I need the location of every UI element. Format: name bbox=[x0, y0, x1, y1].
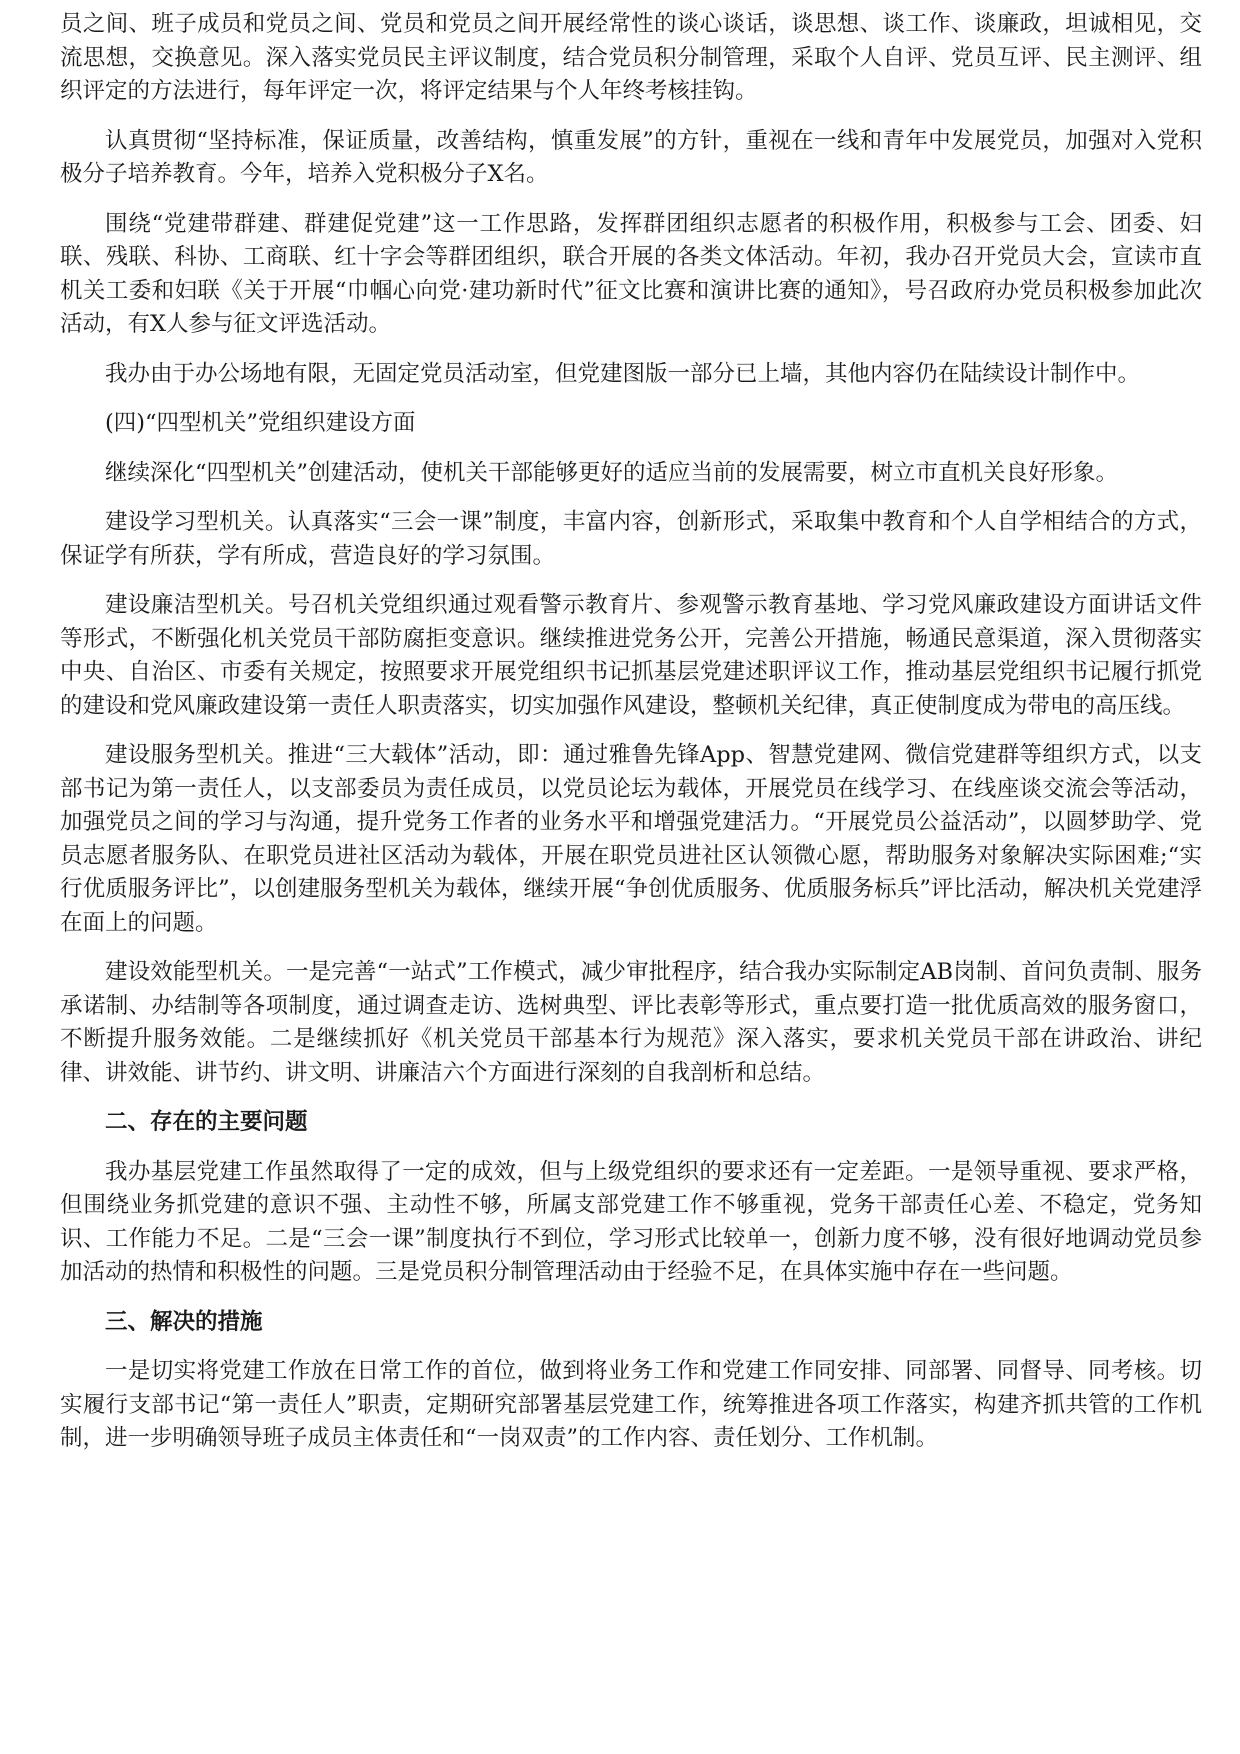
paragraph-main-problems: 我办基层党建工作虽然取得了一定的成效，但与上级党组织的要求还有一定差距。一是领导重视、要求严格，但围绕业务抓党建的意识不强、主动性不够，所属支部党建工作不够重视，党务干部责任心差、不稳定，党务知识、工作能力不足。二是“三会一课”制度执行不到位，学习形式比较单一，创新力度不够，没有很好地调动党员参加活动的热情和积极性的问题。三是党员积分制管理活动由于经验不足，在具体实施中存在一些问题。 bbox=[60, 1158, 1202, 1285]
document-page bbox=[60, 8, 1202, 1472]
paragraph-solutions: 一是切实将党建工作放在日常工作的首位，做到将业务工作和党建工作同安排、同部署、同督导、同考核。切实履行支部书记“第一责任人”职责，定期研究部署基层党建工作，统筹推进各项工作落实，构建齐抓共管的工作机制，进一步明确领导班子成员主体责任和“一岗双责”的工作内容、责任划分、工作机制。 bbox=[60, 1358, 1202, 1451]
paragraph-learning-organ: 建设学习型机关。认真落实“三会一课”制度，丰富内容，创新形式，采取集中教育和个人自学相结合的方式，保证学有所获，学有所成，营造良好的学习氛围。 bbox=[60, 509, 1202, 569]
paragraph-service-organ: 建设服务型机关。推进“三大载体”活动，即：通过雅鲁先锋App、智慧党建网、微信党建群等组织方式，以支部书记为第一责任人，以支部委员为责任成员，以党员论坛为载体，开展党员在线学习、在线座谈交流会等活动，加强党员之间的学习与沟通，提升党务工作者的业务水平和增强党建活力。“开展党员公益活动”，以圆梦助学、党员志愿者服务队、在职党员进社区活动为载体，开展在职党员进社区认领微心愿，帮助服务对象解决实际困难;“实行优质服务评比”，以创建服务型机关为载体，继续开展“争创优质服务、优质服务标兵”评比活动，解决机关党建浮在面上的问题。 bbox=[60, 742, 1202, 936]
paragraph-clean-organ: 建设廉洁型机关。号召机关党组织通过观看警示教育片、参观警示教育基地、学习党风廉政建设方面讲话文件等形式，不断强化机关党员干部防腐拒变意识。继续推进党务公开，完善公开措施，畅通民意渠道，深入贯彻落实中央、自治区、市委有关规定，按照要求开展党组织书记抓基层党建述职评议工作，推动基层党组织书记履行抓党的建设和党风廉政建设第一责任人职责落实，切实加强作风建设，整顿机关纪律，真正使制度成为带电的高压线。 bbox=[60, 592, 1202, 719]
paragraph-mass-organizations: 围绕“党建带群建、群建促党建”这一工作思路，发挥群团组织志愿者的积极作用，积极参与工会、团委、妇联、残联、科协、工商联、红十字会等群团组织，联合开展的各类文体活动。年初，我办召开党员大会，宣读市直机关工委和妇联《关于开展“巾帼心向党·建功新时代”征文比赛和演讲比赛的通知》，号召政府办党员积极参加此次活动，有X人参与征文评选活动。 bbox=[60, 210, 1202, 337]
paragraph-efficiency-organ: 建设效能型机关。一是完善“一站式”工作模式，减少审批程序，结合我办实际制定AB岗制、首问负责制、服务承诺制、办结制等各项制度，通过调查走访、选树典型、评比表彰等形式，重点要打造一批优质高效的服务窗口，不断提升服务效能。二是继续抓好《机关党员干部基本行为规范》深入落实，要求机关党员干部在讲政治、讲纪律、讲效能、讲节约、讲文明、讲廉洁六个方面进行深刻的自我剖析和总结。 bbox=[60, 959, 1202, 1086]
heading-solutions: 三、解决的措施 bbox=[105, 1308, 263, 1335]
paragraph-talks-and-evaluation: 员之间、班子成员和党员之间、党员和党员之间开展经常性的谈心谈话，谈思想、谈工作、谈廉政，坦诚相见，交流思想，交换意见。深入落实党员民主评议制度，结合党员积分制管理，采取个人自评、党员互评、民主测评、组织评定的方法进行，每年评定一次，将评定结果与个人年终考核挂钩。 bbox=[60, 11, 1202, 104]
paragraph-four-types-intro: 继续深化“四型机关”创建活动，使机关干部能够更好的适应当前的发展需要，树立市直机关良好形象。 bbox=[105, 459, 1119, 486]
paragraph-member-development: 认真贯彻“坚持标准，保证质量，改善结构，慎重发展”的方针，重视在一线和青年中发展党员，加强对入党积极分子培养教育。今年，培养入党积极分子X名。 bbox=[60, 127, 1202, 187]
section-heading-four-types: (四)“四型机关”党组织建设方面 bbox=[105, 410, 416, 436]
paragraph-activity-room: 我办由于办公场地有限，无固定党员活动室，但党建图版一部分已上墙，其他内容仍在陆续设计制作中。 bbox=[105, 360, 1141, 387]
heading-main-problems: 二、存在的主要问题 bbox=[105, 1109, 308, 1135]
